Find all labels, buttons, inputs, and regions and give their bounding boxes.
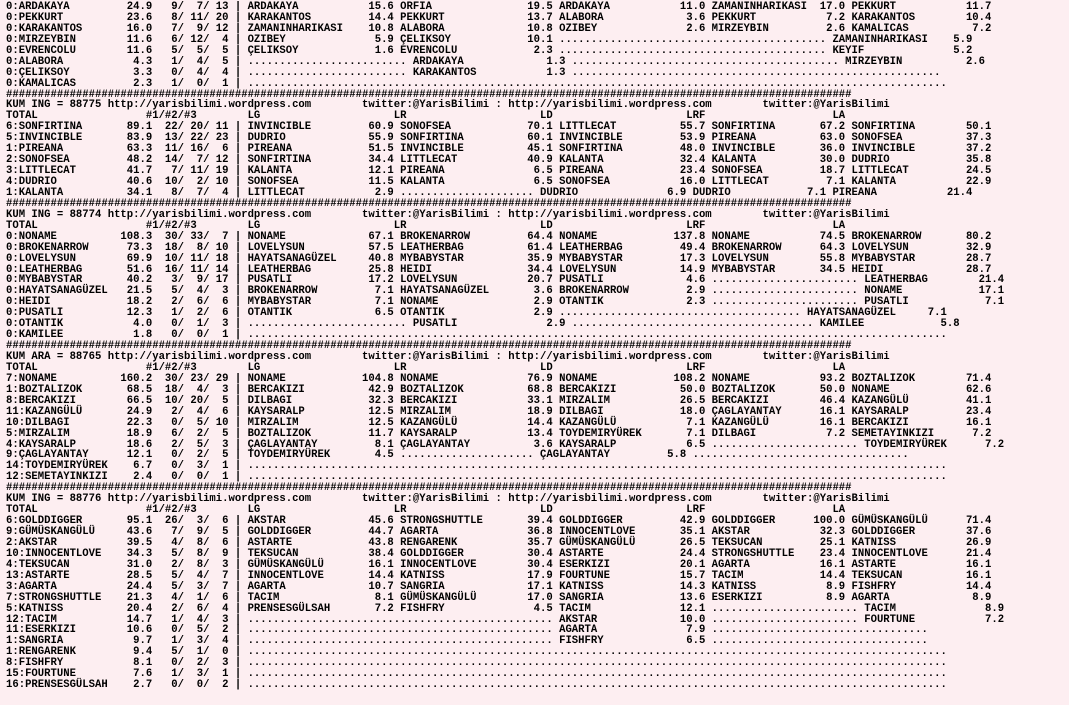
data-row: 7:NONAME 160.2 30/ 23/ 29 | NONAME 104.8 NONAME 76.9 NONAME 108.2 NONAME 93.2 BOZTALIZOK 71.4 bbox=[6, 372, 992, 385]
data-row: 11:ESERKIZI 10.6 0/ 5/ 2 | ................................................ AGARTA 7.9 .................................. bbox=[6, 624, 928, 637]
data-row: 5:MIRZALIM 18.9 6/ 2/ 5 | BOZTALIZOK 11.7 KAYSARALP 13.4 TOYDEMIRYÜREK 7.1 DILBAGI 7.2 SEMETAYINKIZI 7.2 bbox=[6, 427, 992, 440]
data-row: 1:SANGRIA 9.7 1/ 3/ 4 | ................................................ FISHFRY 6.5 .................................. bbox=[6, 635, 928, 648]
data-row: 0:HAYATSANAGÜZEL 21.5 5/ 4/ 3 | BROKENARROW 7.1 HAYATSANAGÜZEL 3.6 BROKENARROW 2.9 ....................... NONAME 17.1 bbox=[6, 285, 1005, 298]
data-row: 12:SEMETAYINKIZI 2.4 0/ 0/ 1 | .............................................................................................................. bbox=[6, 471, 947, 484]
data-row: 10:DILBAGI 22.3 0/ 5/ 10 | MIRZALIM 12.5 KAZANGÜLÜ 14.4 KAZANGÜLÜ 7.1 KAZANGÜLÜ 16.1 BERCAKIZI 16.1 bbox=[6, 416, 992, 429]
data-row: 3:AGARTA 24.4 5/ 3/ 7 | AGARTA 10.7 SANGRIA 17.1 KATNISS 14.3 KATNISS 8.9 FISHFRY 14.4 bbox=[6, 580, 992, 593]
data-row: 0:ÇELIKSOY 3.3 0/ 4/ 4 | ......................... KARAKANTOS 1.3 .......................................................... bbox=[6, 66, 941, 79]
data-row: 6:GOLDDIGGER 95.1 26/ 3/ 6 | AKSTAR 45.6 STRONGSHUTTLE 39.4 GOLDDIGGER 42.9 GOLDDIGGER 100.0 GÜMÜSKANGÜLÜ 71.4 bbox=[6, 515, 992, 528]
data-row: 14:TOYDEMIRYÜREK 6.7 0/ 3/ 1 | .............................................................................................................. bbox=[6, 460, 947, 473]
data-row: 0:OTANTIK 4.0 0/ 1/ 3 | ......................... PUSATLI 2.9 ...................................... KAMILEE 5.8 bbox=[6, 318, 960, 331]
data-row: 16:PRENSESGÜLSAH 2.7 0/ 0/ 2 | .............................................................................................................. bbox=[6, 679, 947, 692]
data-row: 0:NONAME 108.3 30/ 33/ 7 | NONAME 67.1 BROKENARROW 64.4 NONAME 137.8 NONAME 74.5 BROKENARROW 80.2 bbox=[6, 230, 992, 243]
data-row: 0:KAMALICAS 2.3 1/ 0/ 1 | .............................................................................................................. bbox=[6, 77, 947, 90]
data-row: 9:GÜMÜSKANGÜLÜ 43.6 7/ 9/ 5 | GOLDDIGGER 44.7 AGARTA 36.8 INNOCENTLOVE 35.1 AKSTAR 32.3 GOLDDIGGER 37.6 bbox=[6, 526, 992, 538]
column-header-row: TOTAL #1/#2/#3 LG LR LD LRF LA bbox=[6, 504, 846, 517]
data-row: 0:LEATHERBAG 51.6 16/ 11/ 14 | LEATHERBAG 25.8 HEIDI 34.4 LOVELYSUN 14.9 MYBABYSTAR 34.5 HEIDI 28.7 bbox=[6, 263, 992, 276]
data-row: 0:MYBABYSTAR 40.2 3/ 9/ 17 | PUSATLI 17.2 LOVELYSUN 20.7 PUSATLI 4.6 ....................... LEATHERBAG 21.4 bbox=[6, 274, 1005, 287]
data-row: 4:KAYSARALP 18.6 2/ 5/ 3 | ÇAGLAYANTAY 8.1 ÇAGLAYANTAY 3.6 KAYSARALP 6.5 ....................... TOYDEMIRYÜREK 7.2 bbox=[6, 438, 1005, 451]
data-row: 0:ALABORA 4.3 1/ 4/ 5 | ......................... ARDAKAYA 1.3 .......................................... MIRZEYBIN 2.6 bbox=[6, 55, 986, 68]
data-row: 1:RENGARENK 9.4 5/ 1/ 0 | .............................................................................................................. bbox=[6, 646, 947, 659]
column-header-row: TOTAL #1/#2/#3 LG LR LD LRF LA bbox=[6, 361, 846, 374]
data-row: 2:SONOFSEA 48.2 14/ 7/ 12 | SONFIRTINA 34.4 LITTLECAT 40.9 KALANTA 32.4 KALANTA 30.0 DUDRIO 35.8 bbox=[6, 154, 992, 167]
section-separator: ##################################################################################################################################### bbox=[6, 197, 852, 210]
data-row: 8:FISHFRY 8.1 0/ 2/ 3 | .............................................................................................................. bbox=[6, 657, 947, 670]
race-header: KUM ARA = 88765 http://yarisbilimi.wordpress.com twitter:@YarisBilimi : http://yarisbilimi.wordpress.com twitter:@YarisBilimi bbox=[6, 351, 890, 363]
data-row: 9:ÇAGLAYANTAY 12.1 0/ 2/ 5 | TOYDEMIRYÜREK 4.5 ..................... ÇAGLAYANTAY 5.8 .................................. bbox=[6, 449, 909, 462]
data-row: 0:BROKENARROW 73.3 18/ 8/ 10 | LOVELYSUN 57.5 LEATHERBAG 61.4 LEATHERBAG 49.4 BROKENARROW 64.3 LOVELYSUN 32.9 bbox=[6, 241, 992, 254]
data-row: 1:PIREANA 63.3 11/ 16/ 6 | PIREANA 51.5 INVINCIBLE 45.1 SONFIRTINA 48.0 INVINCIBLE 36.0 INVINCIBLE 37.2 bbox=[6, 143, 992, 156]
column-header-row: TOTAL #1/#2/#3 LG LR LD LRF LA bbox=[6, 110, 846, 123]
section-separator: ##################################################################################################################################### bbox=[6, 482, 852, 495]
column-header-row: TOTAL #1/#2/#3 LG LR LD LRF LA bbox=[6, 219, 846, 232]
data-row: 5:INVINCIBLE 83.9 13/ 22/ 23 | DUDRIO 55.9 SONFIRTINA 60.1 INVINCIBLE 53.9 PIREANA 63.0 SONOFSEA 37.3 bbox=[6, 132, 992, 145]
section-separator: ##################################################################################################################################### bbox=[6, 88, 852, 101]
data-row: 0:ARDAKAYA 24.9 9/ 7/ 13 | ARDAKAYA 15.6 ORFIA 19.5 ARDAKAYA 11.0 ZAMANINHARIKASI 17.0 PEKKURT 11.7 bbox=[6, 1, 992, 13]
data-row: 4:TEKSUCAN 31.0 2/ 8/ 3 | GÜMÜSKANGÜLÜ 16.1 INNOCENTLOVE 30.4 ESERKIZI 20.1 AGARTA 16.1 ASTARTE 16.1 bbox=[6, 558, 992, 571]
data-row: 11:KAZANGÜLÜ 24.9 2/ 4/ 6 | KAYSARALP 12.5 MIRZALIM 18.9 DILBAGI 18.0 ÇAGLAYANTAY 16.1 KAYSARALP 23.4 bbox=[6, 405, 992, 418]
data-row: 5:KATNISS 20.4 2/ 6/ 4 | PRENSESGÜLSAH 7.2 FISHFRY 4.5 TACIM 12.1 ....................... TACIM 8.9 bbox=[6, 602, 1005, 615]
data-row: 0:KAMILEE 1.8 0/ 0/ 1 | .............................................................................................................. bbox=[6, 329, 947, 342]
data-row: 0:LOVELYSUN 69.9 10/ 11/ 18 | HAYATSANAGÜZEL 40.8 MYBABYSTAR 35.9 MYBABYSTAR 17.3 LOVELYSUN 55.8 MYBABYSTAR 28.7 bbox=[6, 252, 992, 265]
data-row: 7:STRONGSHUTTLE 21.3 4/ 1/ 6 | TACIM 8.1 GÜMÜSKANGÜLÜ 17.0 SANGRIA 13.6 ESERKIZI 8.9 AGARTA 8.9 bbox=[6, 591, 992, 604]
data-row: 8:BERCAKIZI 66.5 10/ 20/ 5 | DILBAGI 32.3 BERCAKIZI 33.1 MIRZALIM 26.5 BERCAKIZI 46.4 KAZANGÜLÜ 41.1 bbox=[6, 394, 992, 407]
data-row: 4:DUDRIO 40.6 10/ 2/ 10 | SONOFSEA 11.5 KALANTA 6.5 SONOFSEA 16.0 LITTLECAT 7.1 KALANTA 22.9 bbox=[6, 176, 992, 188]
data-row: 15:FOURTUNE 7.6 1/ 3/ 1 | .............................................................................................................. bbox=[6, 668, 947, 681]
data-row: 13:ASTARTE 28.5 5/ 4/ 7 | INNOCENTLOVE 14.4 KATNISS 17.9 FOURTUNE 15.7 TACIM 14.4 TEKSUCAN 16.1 bbox=[6, 569, 992, 582]
race-header: KUM ING = 88776 http://yarisbilimi.wordpress.com twitter:@YarisBilimi : http://yarisbilimi.wordpress.com twitter:@YarisBilimi bbox=[6, 493, 890, 506]
data-row: 12:TACIM 14.7 1/ 4/ 3 | ................................................ AKSTAR 10.0 ....................... FOURTUNE 7.2 bbox=[6, 613, 1005, 626]
data-row: 0:MIRZEYBIN 11.6 6/ 12/ 4 | OZIBEY 5.9 ÇELIKSOY 10.1 .......................................... ZAMANINHARIKASI 5.9 bbox=[6, 33, 973, 46]
data-row: 0:EVRENCOLU 11.6 5/ 5/ 5 | ÇELIKSOY 1.6 EVRENCOLU 2.3 .......................................... KEYIF 5.2 bbox=[6, 44, 973, 57]
data-row: 6:SONFIRTINA 89.1 22/ 20/ 11 | INVINCIBLE 60.9 SONOFSEA 70.1 LITTLECAT 55.7 SONFIRTINA 67.2 SONFIRTINA 50.1 bbox=[6, 121, 992, 134]
data-row: 0:PUSATLI 12.3 1/ 2/ 6 | OTANTIK 6.5 OTANTIK 2.9 ...................................... HAYATSANAGÜZEL 7.1 bbox=[6, 307, 947, 320]
data-row: 3:LITTLECAT 41.7 7/ 11/ 19 | KALANTA 12.1 PIREANA 6.5 PIREANA 23.4 SONOFSEA 18.7 LITTLECAT 24.5 bbox=[6, 165, 992, 178]
data-row: 0:HEIDI 18.2 2/ 6/ 6 | MYBABYSTAR 7.1 NONAME 2.9 OTANTIK 2.3 ....................... PUSATLI 7.1 bbox=[6, 296, 1005, 309]
data-row: 0:PEKKURT 23.6 8/ 11/ 20 | KARAKANTOS 14.4 PEKKURT 13.7 ALABORA 3.6 PEKKURT 7.2 KARAKANTOS 10.4 bbox=[6, 11, 992, 24]
race-header: KUM ING = 88775 http://yarisbilimi.wordpress.com twitter:@YarisBilimi : http://yarisbilimi.wordpress.com twitter:@YarisBilimi bbox=[6, 99, 890, 112]
race-header: KUM ING = 88774 http://yarisbilimi.wordpress.com twitter:@YarisBilimi : http://yarisbilimi.wordpress.com twitter:@YarisBilimi bbox=[6, 208, 890, 221]
data-row: 0:KARAKANTOS 16.0 7/ 9/ 12 | ZAMANINHARIKASI 10.8 ALABORA 10.8 OZIBEY 2.6 MIRZEYBIN 2.6 KAMALICAS 7.2 bbox=[6, 22, 992, 35]
data-row: 10:INNOCENTLOVE 34.3 5/ 8/ 9 | TEKSUCAN 38.4 GOLDDIGGER 30.4 ASTARTE 24.4 STRONGSHUTTLE 23.4 INNOCENTLOVE 21.4 bbox=[6, 547, 992, 560]
data-row: 1:BOZTALIZOK 68.5 18/ 4/ 3 | BERCAKIZI 42.9 BOZTALIZOK 68.8 BERCAKIZI 50.0 BOZTALIZOK 50.0 NONAME 62.6 bbox=[6, 383, 992, 396]
data-row: 1:KALANTA 34.1 8/ 7/ 4 | LITTLECAT 2.9 ..................... DUDRIO 6.9 DUDRIO 7.1 PIREANA 21.4 bbox=[6, 186, 973, 199]
data-row: 2:AKSTAR 39.5 4/ 8/ 6 | ASTARTE 43.8 RENGARENK 35.7 GÜMÜSKANGÜLÜ 26.5 TEKSUCAN 25.1 KATNISS 26.9 bbox=[6, 536, 992, 549]
section-separator: ##################################################################################################################################### bbox=[6, 340, 852, 353]
